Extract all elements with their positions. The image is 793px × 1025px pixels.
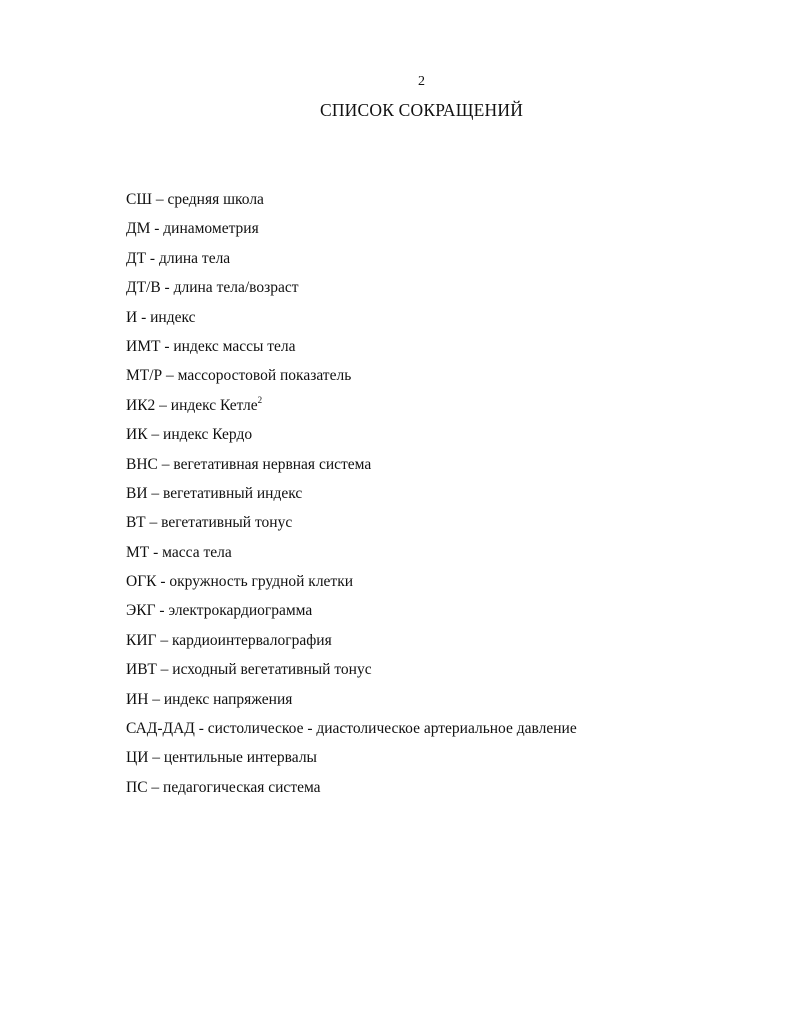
abbreviation-text: ИК – индекс Кердо — [126, 426, 253, 444]
page-number: 2 — [418, 74, 425, 89]
abbreviation-text: И - индекс — [126, 308, 196, 326]
abbreviation-item — [126, 363, 577, 392]
abbreviation-text: ИМТ - индекс массы тела — [126, 337, 296, 355]
abbreviation-item — [126, 775, 577, 804]
abbreviation-item — [126, 716, 577, 745]
abbreviation-item — [126, 657, 577, 686]
abbreviation-text: ВТ – вегетативный тонус — [126, 514, 293, 532]
abbreviation-item — [126, 305, 577, 334]
abbreviation-item — [126, 452, 577, 481]
abbreviation-text: ИВТ – исходный вегетативный тонус — [126, 661, 372, 679]
page-title: СПИСОК СОКРАЩЕНИЙ — [319, 100, 524, 120]
abbreviation-item — [126, 745, 577, 774]
abbreviation-text: ВИ – вегетативный индекс — [126, 484, 303, 502]
abbreviation-item — [126, 334, 577, 363]
abbreviation-item — [126, 422, 577, 451]
abbreviation-item — [126, 187, 577, 216]
abbreviation-text: ЦИ – центильные интервалы — [126, 749, 317, 767]
abbreviation-text: КИГ – кардиоинтервалография — [126, 631, 332, 649]
abbreviation-text: ПС – педагогическая система — [126, 778, 321, 796]
abbreviation-text: СШ – средняя школа — [126, 191, 264, 208]
abbreviation-text: ОГК - окружность грудной клетки — [126, 573, 354, 591]
abbreviation-item — [126, 598, 577, 627]
abbreviation-text: ВНС – вегетативная нервная система — [126, 455, 372, 473]
abbreviation-item — [126, 569, 577, 598]
abbreviation-item — [126, 216, 577, 245]
abbreviation-item — [126, 275, 577, 304]
abbreviation-item — [126, 510, 577, 539]
abbreviation-text: ИК2 – индекс Кетле — [126, 396, 258, 414]
abbreviation-text: ДМ - динамометрия — [126, 220, 259, 238]
abbreviation-text: ЭКГ - электрокардиограмма — [126, 602, 313, 620]
abbreviation-item — [126, 540, 577, 569]
abbreviation-item — [126, 481, 577, 510]
abbreviation-text: САД-ДАД - систолическое - диастолическое артериальное давление — [126, 720, 577, 738]
abbreviation-text: ДТ - длина тела — [126, 249, 231, 267]
abbreviation-item — [126, 246, 577, 275]
abbreviation-text: ДТ/В - длина тела/возраст — [126, 279, 299, 297]
abbreviation-item — [126, 393, 577, 422]
abbreviation-item — [126, 687, 577, 716]
abbreviation-item — [126, 628, 577, 657]
footnote-superscript: 2 — [257, 394, 263, 405]
abbreviation-text: МТ/Р – массоростовой показатель — [126, 367, 352, 385]
abbreviation-text: МТ - масса тела — [126, 543, 232, 561]
abbreviation-text: ИН – индекс напряжения — [126, 690, 293, 708]
abbreviation-list — [126, 187, 577, 804]
